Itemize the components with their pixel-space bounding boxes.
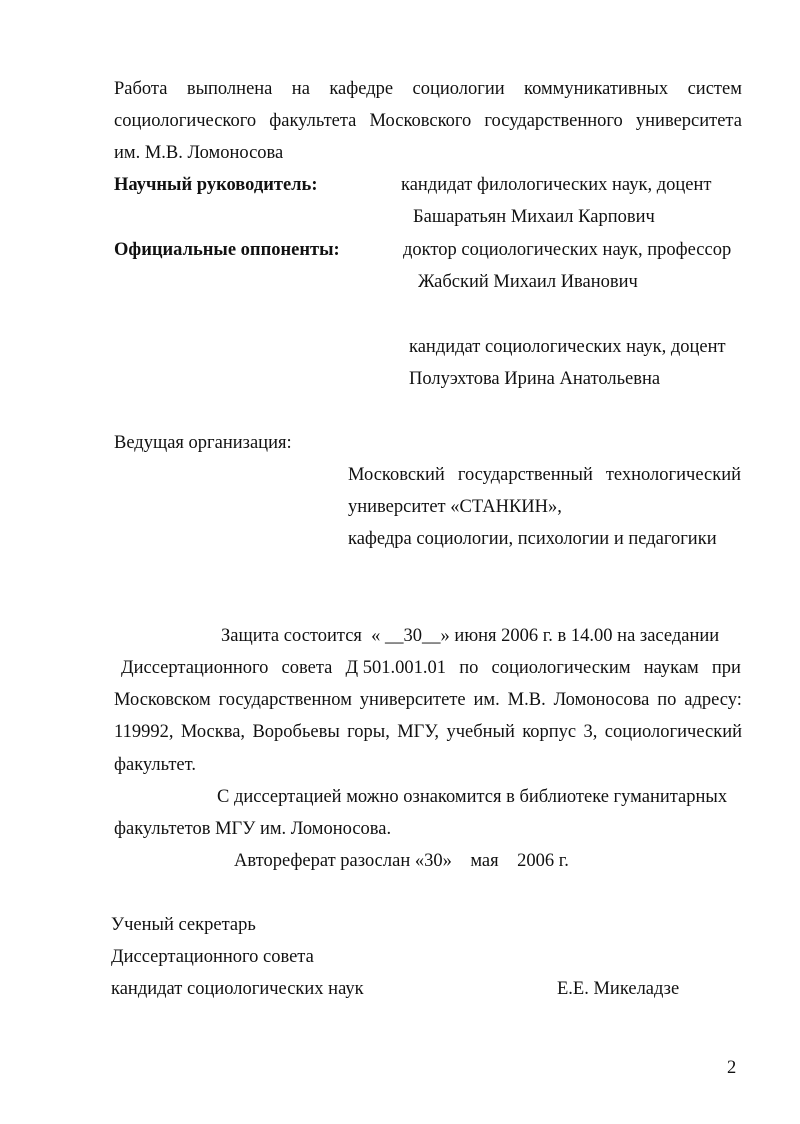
word: 3, [583, 722, 598, 742]
word: социологическим [491, 658, 631, 678]
word: наукам [643, 658, 699, 678]
secretary-line-1: Ученый секретарь [111, 915, 256, 935]
word: социологический [604, 722, 742, 742]
supervisor-label: Научный руководитель: [114, 175, 318, 195]
supervisor-degree: кандидат филологических наук, доцент [401, 175, 712, 195]
word: социологического [114, 111, 257, 131]
opponent-1-name: Жабский Михаил Иванович [418, 272, 638, 292]
word: государственного [484, 111, 623, 131]
word: Работа [114, 79, 168, 99]
word: университете [359, 690, 466, 710]
word: Диссертационного [121, 658, 269, 678]
word: М.В. [507, 690, 546, 710]
intro-line-3: им. М.В. Ломоносова [114, 143, 284, 163]
library-line-2: факультетов МГУ им. Ломоносова. [114, 819, 392, 839]
word: совета [281, 658, 333, 678]
abstract-sent: Автореферат разослан «30» мая 2006 г. [234, 851, 569, 871]
word: горы, [347, 722, 390, 742]
word: систем [687, 79, 742, 99]
word: Воробьевы [252, 722, 340, 742]
word: Московском [114, 690, 211, 710]
word: 119992, [114, 722, 174, 742]
word: Ломоносова [553, 690, 650, 710]
word: при [711, 658, 741, 678]
opponent-2-name: Полуэхтова Ирина Анатольевна [409, 369, 661, 389]
word: технологический [605, 465, 741, 485]
word: кафедре [329, 79, 394, 99]
supervisor-name: Башаратьян Михаил Карпович [413, 207, 655, 227]
defense-line-4 [114, 723, 742, 742]
word: Московский [348, 465, 445, 485]
lead-org-line-2: университет «СТАНКИН», [348, 497, 562, 517]
word: государственный [457, 465, 593, 485]
defense-line-2 [121, 659, 741, 678]
opponents-label: Официальные оппоненты: [114, 240, 340, 260]
secretary-name: Е.Е. Микеладзе [557, 979, 680, 999]
intro-line-1 [114, 80, 742, 99]
word: государственном [218, 690, 352, 710]
secretary-line-2: Диссертационного совета [111, 947, 314, 967]
defense-line-1: Защита состоится « __30__» июня 2006 г. в 14.00 на заседании [221, 626, 720, 646]
lead-org-line-1 [348, 466, 741, 485]
word: Москва, [180, 722, 246, 742]
word: Московского [369, 111, 472, 131]
intro-line-2 [114, 112, 742, 131]
word: коммуникативных [524, 79, 669, 99]
word: социологии [412, 79, 505, 99]
secretary-line-3: кандидат социологических наук [111, 979, 364, 999]
word: учебный [446, 722, 515, 742]
word: МГУ, [397, 722, 440, 742]
lead-org-line-3: кафедра социологии, психологии и педагогики [348, 529, 717, 549]
page-number: 2 [727, 1058, 737, 1078]
word: по [459, 658, 479, 678]
word: университета [635, 111, 742, 131]
defense-line-3 [114, 691, 742, 710]
word: им. [473, 690, 500, 710]
opponent-1-degree: доктор социологических наук, профессор [403, 240, 732, 260]
word: на [291, 79, 310, 99]
word: Д 501.001.01 [345, 658, 447, 678]
library-line-1: С диссертацией можно ознакомится в библиотеке гуманитарных [217, 787, 728, 807]
opponent-2-degree: кандидат социологических наук, доцент [409, 337, 726, 357]
word: факультета [269, 111, 357, 131]
lead-org-label: Ведущая организация: [114, 433, 292, 453]
word: корпус [522, 722, 577, 742]
defense-line-5: факультет. [114, 755, 196, 775]
word: выполнена [186, 79, 273, 99]
word: адресу: [684, 690, 742, 710]
word: по [657, 690, 677, 710]
